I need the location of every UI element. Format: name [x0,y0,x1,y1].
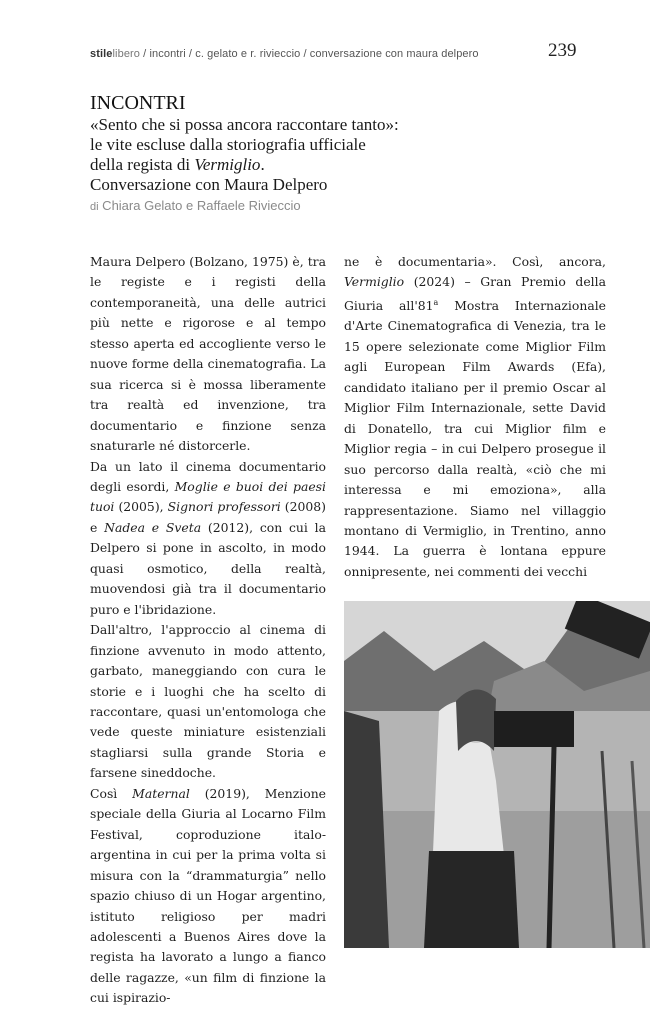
byline-authors: Chiara Gelato e Raffaele Rivieccio [98,198,301,213]
paragraph-3: Dall'altro, l'approccio al cinema di finzione avvenuto in modo attento, garbato, maneggiando con cura le storie e i luoghi che ha scelto di raccontare, quasi un'entomologa che vede queste miniature esistenziali stagliarsi sulla grande Storia e farsene sineddoche. [90,622,326,781]
photo-director-skirt [424,851,519,948]
title-line-2: le vite escluse dalla storiografia ufficiale [90,135,366,154]
film-title-nadea: Nadea e Sveta [104,519,202,535]
section-title: INCONTRI [90,92,186,114]
paragraph-2 [90,457,326,621]
film-title-signori: Signori professori [167,499,281,515]
p4-continuation: ne è documentaria». Così, ancora, [344,254,606,269]
title-line-3-text: della regista di [90,155,195,174]
p4-text-c: (2024) – Gran Premio della Giuria all'81 [344,274,606,314]
film-title-moglie: Moglie e buoi dei paesi tuoi [90,478,326,515]
title-line-3 [90,155,550,175]
paragraph-4-continued [344,252,606,582]
magazine-name-light: libero [112,48,141,60]
title-line-4: Conversazione con Maura Delpero [90,175,328,194]
p2-text-c: (2008) e [90,499,326,535]
ordinal-superscript: a [433,297,439,307]
page-number: 239 [548,40,577,61]
p2-text-a: Da un lato il cinema documentario degli esordi, [90,458,326,494]
p4-text-b: (2019), Menzione speciale della Giuria al Locarno Film Festival, coproduzione italo-argentina in cui per la prima volta si misura con la “drammaturgia” nello spazio chiuso di un Hogar argentino, istituto religioso per madri adolescenti a Buenos Aires dove la regista ha lavorato a lungo a fianco delle ragazze, «un film di finzione la cui ispirazio- [90,785,327,1006]
column-right [344,252,606,582]
film-title-maternal: Maternal [132,785,190,801]
film-set-photo [344,601,650,948]
film-title: Vermiglio [194,155,261,174]
breadcrumb-path: / incontri / c. gelato e r. rivieccio / conversazione con maura delpero [140,48,479,60]
title-line-1: «Sento che si possa ancora raccontare tanto»: [90,115,399,134]
title-line-3-end: . [260,155,265,174]
paragraph-1: Maura Delpero (Bolzano, 1975) è, tra le registe e i registi della contemporaneità, una delle autrici più nette e rigorose e al tempo stesso aperta ed accogliente verso le nuove forme della cinematografia. La sua ricerca si è mossa liberamente tra realtà ed invenzione, tra documentario e finzione senza snaturarle né distorcerle. [90,254,326,454]
column-left [90,252,326,1009]
p4-text-d: Mostra Internazionale d'Arte Cinematografica di Venezia, tra le 15 opere selezionate come Miglior Film agli European Film Awards (Efa), candidato italiano per il premio Oscar al Miglior Film Internazionale, sette David di Donatello, tra cui Miglior film e Miglior regia – in cui Delpero prosegue il suo percorso dalla realtà, «ciò che mi interessa e mi emozionа», alla rappresentazione. Siamo nel villaggio montano di Vermiglio, in Trentino, anno 1944. La guerra è lontana eppure onnipresente, nei commenti dei vecchi [344,298,606,579]
p2-text-b: (2005), [114,499,168,515]
p2-text-d: (2012), con cui la Delpero si pone in ascolto, in modo quasi osmotico, della realtà, muovendosi già tra il documentario puro e l'ibridazione. [90,519,326,617]
article-header [90,92,550,213]
photo-illustration [344,601,650,948]
byline-prefix: di [90,201,99,213]
photo-camera [494,711,574,747]
paragraph-4-start [90,784,326,1009]
film-title-vermiglio: Vermiglio [344,274,405,290]
magazine-name-bold: stile [90,48,113,60]
byline [90,198,550,213]
p4-text-a: Così [90,785,133,801]
running-head [90,48,479,60]
